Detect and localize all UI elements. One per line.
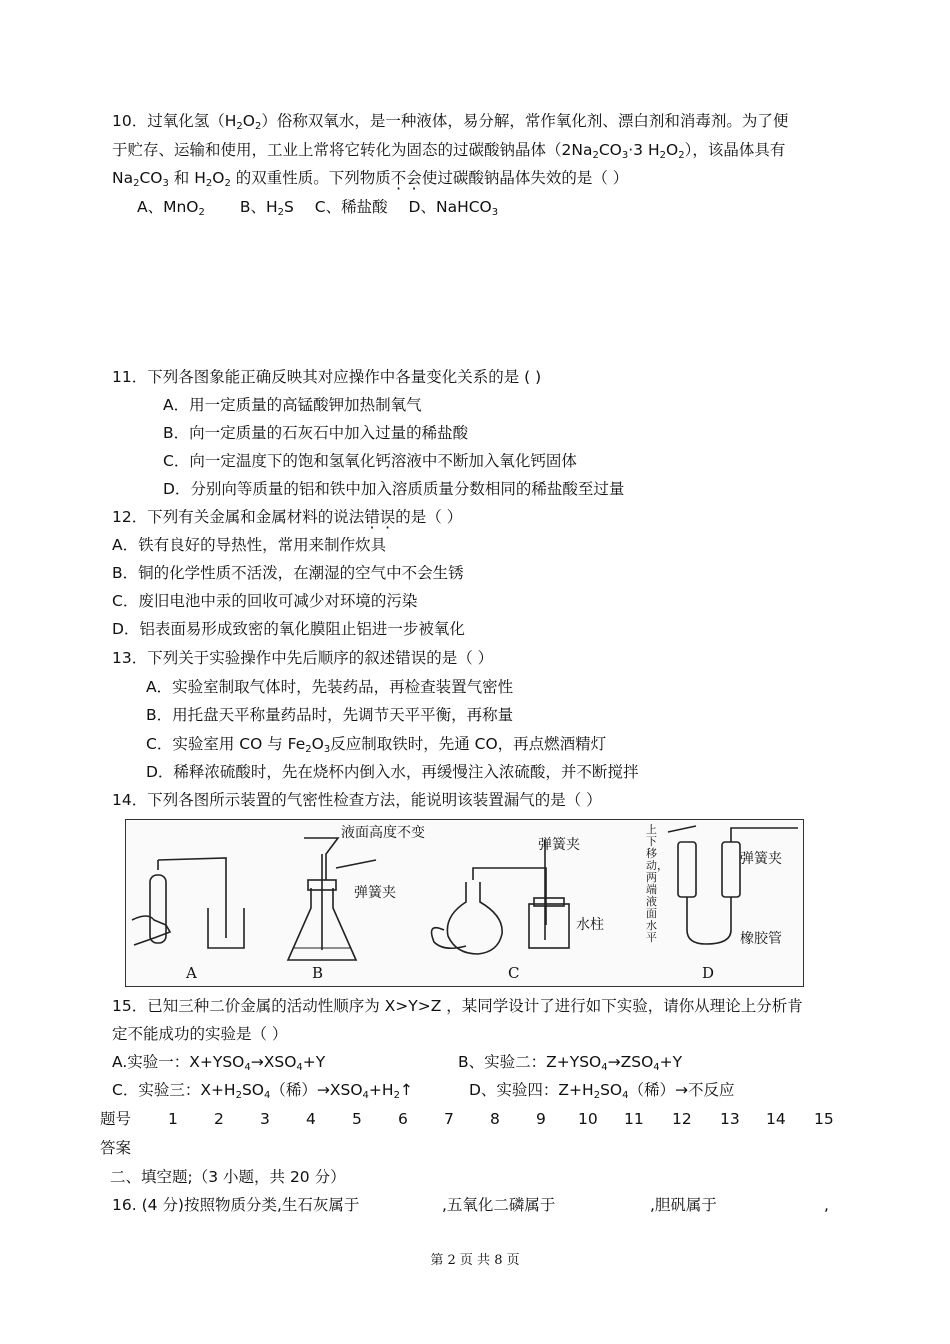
q10-line1 [112,110,788,138]
emphasis-text: 不 [390,169,407,187]
option-c: C、稀盐酸 [314,198,388,216]
question-number-label: 题号 [100,1110,132,1128]
text: ）俗称双氧水，是一种液体，易分解，常作氧化剂、漂白剂和消毒剂。为了便 [261,112,789,130]
funnel [304,838,338,880]
text: 使过碳酸钠晶体失效的是（ ） [421,169,629,187]
text: Na [112,169,134,187]
q12-option-b: B．铜的化学性质不活泼，在潮湿的空气中不会生锈 [112,564,464,582]
subscript: 2 [678,150,685,161]
subscript: 3 [621,150,629,161]
figure-d-vertical-text: 上下移动，两端液面水平 [646,823,668,944]
text: CO [598,141,622,159]
q11-option-b: B．向一定质量的石灰石中加入过量的稀盐酸 [163,424,469,442]
q11-stem: 11．下列各图象能正确反映其对应操作中各量变化关系的是 ( ) [112,368,542,386]
tube-left [678,842,696,897]
q14-stem: 14．下列各图所示装置的气密性检查方法，能说明该装置漏气的是（ ） [112,791,602,809]
q11-option-d: D．分别向等质量的铝和铁中加入溶质质量分数相同的稀盐酸至过量 [163,480,625,498]
answer-label: 答案 [100,1139,132,1157]
apparatus-figure [125,819,804,987]
subscript: 2 [224,178,231,189]
option-b: B、$H_2S$ [239,198,294,218]
figure-label-d: D [702,964,715,982]
q16-part-c: ,胆矾属于 [650,1196,717,1214]
answer-number: 14 [766,1110,786,1128]
delivery-tube [158,858,226,938]
figure-b-caption: 液面高度不变 [341,825,425,841]
answer-number: 11 [624,1110,644,1128]
figure-label-b: B [312,964,324,982]
option-a: A、MnO$_2$ [137,198,205,218]
answer-number: 6 [398,1110,408,1128]
q13-option-a: A．实验室制取气体时，先装药品，再检查装置气密性 [146,678,514,696]
text: 10．过氧化氢（H [112,112,237,130]
answer-number: 8 [490,1110,500,1128]
emphasis-text: 误 [379,508,396,526]
test-tube [150,875,166,943]
figure-b-clamp-label: 弹簧夹 [354,885,396,901]
tube-right [722,842,740,897]
q11-option-a: A．用一定质量的高锰酸钾加热制氧气 [163,396,422,414]
figure-c-clamp-label: 弹簧夹 [538,837,580,853]
q16-part-a: 16. (4 分)按照物质分类,生石灰属于 [112,1196,360,1214]
q15-line1: 15．已知三种二价金属的活动性顺序为 X>Y>Z ，某同学设计了进行如下实验，请你从理论上分析肯 [112,997,803,1015]
emphasis-text: 会 [406,169,422,187]
text: 和 H [168,169,206,187]
answer-number: 12 [672,1110,692,1128]
q12-option-a: A．铁有良好的导热性，常用来制作炊具 [112,536,387,554]
figure-d-tube-label: 橡胶管 [740,931,782,947]
subscript: 3 [162,178,169,189]
subscript: 2 [254,121,262,132]
answer-number: 9 [536,1110,546,1128]
answer-number: 4 [306,1110,316,1128]
emphasis-text: 错 [364,508,380,526]
subscript: 2 [592,150,599,161]
text: 的双重性质。下列物质 [230,169,391,187]
answer-number: 5 [352,1110,362,1128]
subscript: 2 [659,150,666,161]
q15-option-d: D、实验四：$Z+H_2SO_4$（稀）→不反应 [469,1081,735,1101]
figure-label-c: C [508,964,520,982]
text: O [666,141,679,159]
option-d: D、NaHCO$_3$ [408,198,499,218]
q15-option-c: C．实验三：$X+H_2SO_4$（稀）$\to XSO_4+H_2↑$ [112,1081,413,1101]
q15-option-b: B、实验二：$Z+YSO_4\to ZSO_4+Y$ [458,1053,683,1073]
rubber-tube [687,897,731,944]
figure-c-water-label: 水柱 [576,917,604,933]
section-title: 二、填空题;（3 小题，共 20 分） [110,1168,346,1186]
q16-part-b: ,五氧化二磷属于 [442,1196,556,1214]
figure-d-clamp-label: 弹簧夹 [740,851,782,867]
answer-number: 2 [214,1110,224,1128]
round-flask [447,882,502,954]
q10-line2 [112,139,785,167]
q11-option-c: C．向一定温度下的饱和氢氧化钙溶液中不断加入氧化钙固体 [163,452,577,470]
q10-options [137,196,498,224]
q16-part-d: , [824,1196,829,1214]
q15-line2: 定不能成功的实验是（ ） [112,1025,288,1043]
answer-number: 13 [720,1110,740,1128]
q12-option-c: C．废旧电池中汞的回收可减少对环境的污染 [112,592,418,610]
page-number: 第 2 页 共 8 页 [430,1253,520,1268]
text: O [242,112,255,130]
q12-stem: 12．下列有关金属和金属材料的说法错误的是（ ） [112,508,463,526]
subscript: 2 [133,178,140,189]
text: CO [139,169,163,187]
q13-option-d: D．稀释浓硫酸时，先在烧杯内倒入水，再缓慢注入浓硫酸，并不断搅拌 [146,763,639,781]
apparatus-drawing [126,820,803,986]
q13-option-b: B．用托盘天平称量药品时，先调节天平平衡，再称量 [146,706,514,724]
answer-number: 10 [578,1110,598,1128]
q10-line3 [112,167,628,195]
text: ），该晶体具有 [684,141,786,159]
q15-option-a: A.实验一：$X+YSO_4\to XSO_4+Y$ [112,1053,326,1073]
figure-label-a: A [186,964,197,982]
q13-option-c: C．实验室用 CO 与 $Fe_2O_3$反应制取铁时，先通 CO，再点燃酒精灯 [146,735,607,755]
q12-option-d: D．铝表面易形成致密的氧化膜阻止铝进一步被氧化 [112,620,465,638]
text: O [212,169,225,187]
answer-number: 3 [260,1110,270,1128]
bottle [529,904,569,948]
answer-number: 1 [168,1110,178,1128]
text: ·3 H [628,141,660,159]
answer-number: 15 [814,1110,834,1128]
subscript: 2 [205,178,213,189]
q13-stem: 13．下列关于实验操作中先后顺序的叙述错误的是（ ） [112,649,494,667]
answer-number: 7 [444,1110,454,1128]
text: 于贮存、运输和使用，工业上常将它转化为固态的过碳酸钠晶体（2Na [112,141,593,159]
subscript: 2 [236,121,243,132]
